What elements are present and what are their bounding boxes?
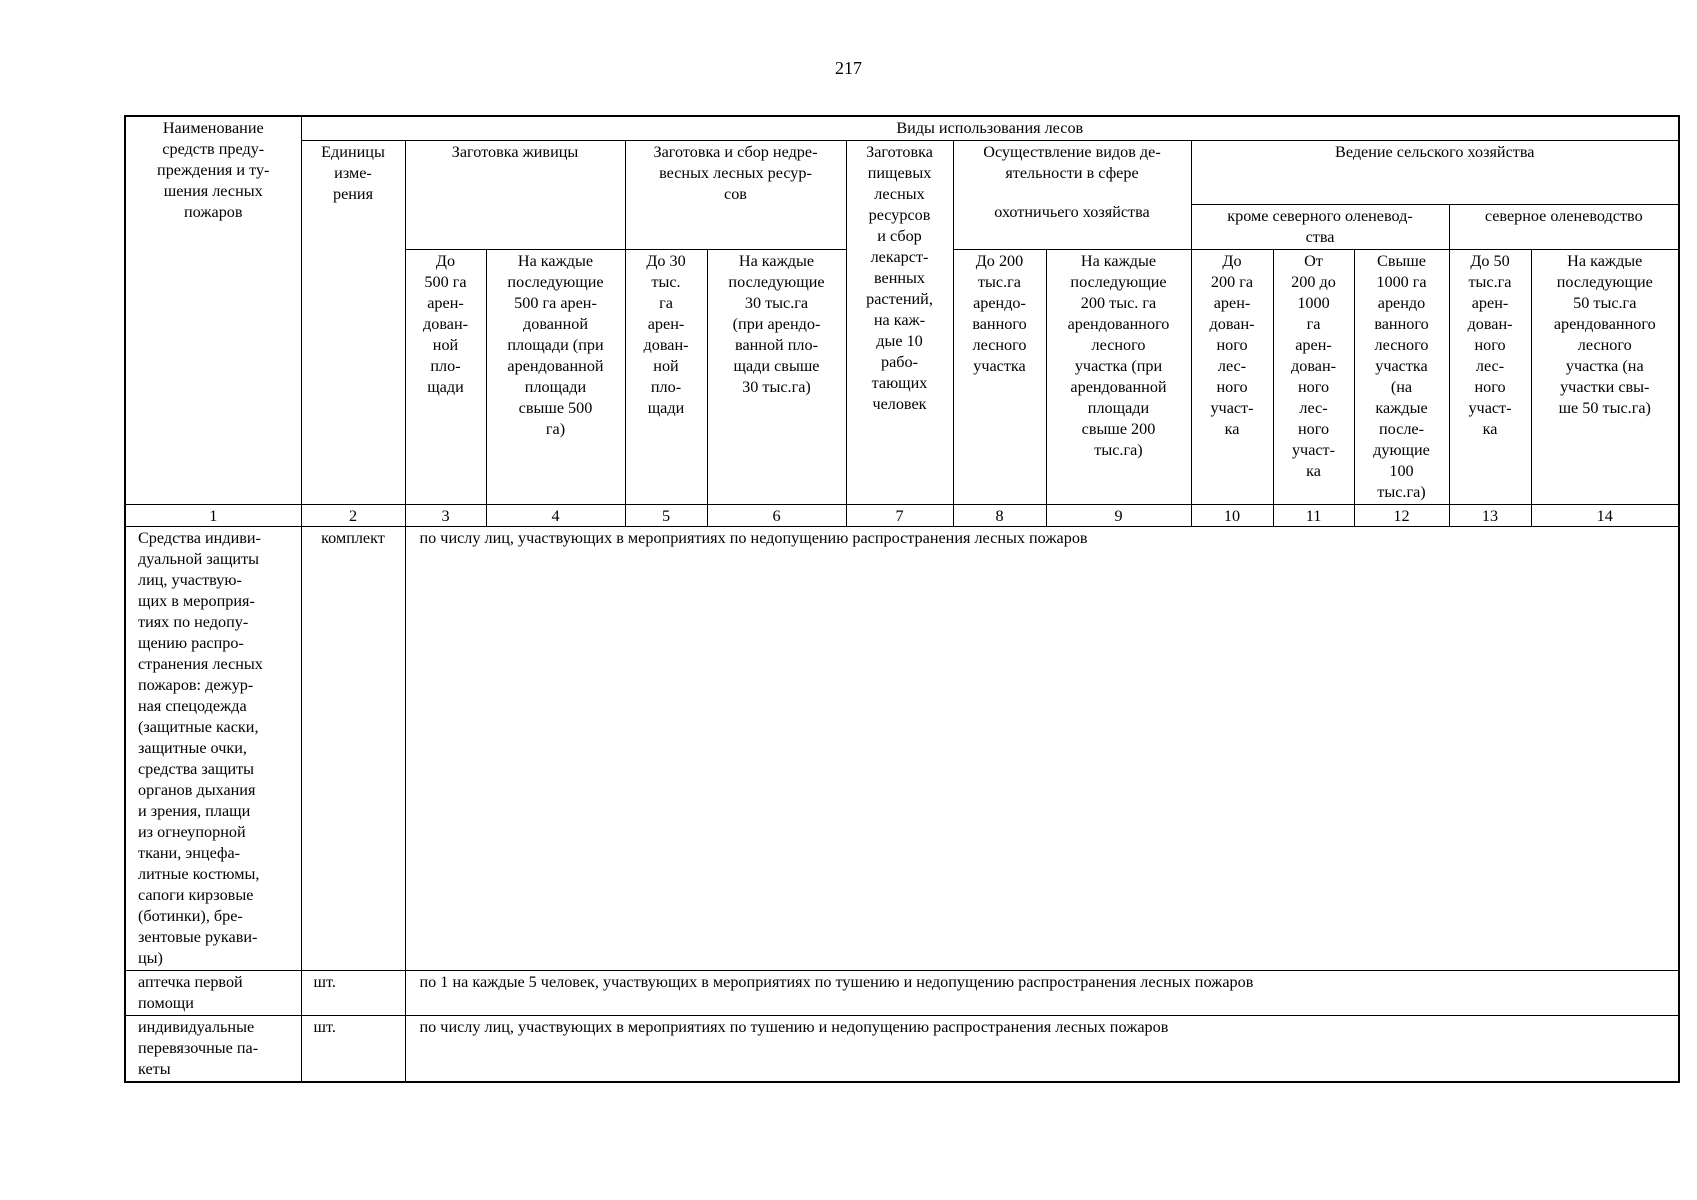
row-value: по числу лиц, участвующих в мероприятиях по тушению и недопущению распространения лесных пожаров (405, 1016, 1679, 1083)
text-line: От (1304, 252, 1323, 270)
text-line: Заготовка и сбор недре- (653, 143, 818, 161)
header-resin-harvest: Заготовка живицы (405, 141, 625, 250)
text-line: Осуществление видов де- (983, 143, 1161, 161)
column-number: 3 (405, 505, 486, 527)
text-line: арен- (1295, 336, 1332, 354)
text-line: арен- (427, 294, 464, 312)
text-line: ного (1474, 378, 1506, 396)
header-col11 (1273, 250, 1354, 505)
column-number: 9 (1046, 505, 1191, 527)
text-line: последующие (507, 273, 604, 291)
text-line: 30 тыс.га) (742, 378, 811, 396)
text-line: арендованного (1067, 315, 1170, 333)
header-col8 (953, 250, 1046, 505)
header-col5 (625, 250, 707, 505)
header-forest-use-types: Виды использования лесов (301, 116, 1679, 141)
column-number: 2 (301, 505, 405, 527)
text-line: венных (873, 269, 926, 287)
table-row (125, 971, 1679, 1016)
text-line: участка (1375, 357, 1428, 375)
text-line: площади (524, 378, 587, 396)
text-line: лекарст- (870, 248, 929, 266)
text-line: зентовые рукави- (138, 928, 258, 946)
text-line: ятельности в сфере (1005, 164, 1139, 182)
text-line: (на (1390, 378, 1413, 396)
text-line: арен- (1471, 294, 1509, 312)
text-line: 50 тыс.га (1573, 294, 1637, 312)
text-line: лес- (1299, 399, 1328, 417)
text-line: (защитные каски, (138, 718, 259, 736)
text-line: До 30 (646, 252, 686, 270)
column-number: 7 (846, 505, 953, 527)
text-line: На каждые (1567, 252, 1643, 270)
text-line: ства (1305, 228, 1335, 246)
text-line: пло- (650, 378, 682, 396)
text-line: помощи (138, 994, 194, 1012)
text-line: свыше 200 (1081, 420, 1156, 438)
text-line: преждения и ту- (157, 161, 270, 179)
text-line: га (1306, 315, 1321, 333)
text-line: тыс.га) (1094, 441, 1143, 459)
text-line: ного (1474, 336, 1506, 354)
column-number: 1 (125, 505, 301, 527)
text-line: пло- (430, 357, 461, 375)
text-line: литные костюмы, (138, 865, 260, 883)
text-line: На каждые (1080, 252, 1157, 270)
text-line: индивидуальные (138, 1018, 255, 1036)
text-line: странения лесных (138, 655, 263, 673)
header-col14 (1531, 250, 1679, 505)
text-line: ного (1216, 336, 1248, 354)
text-line: Заготовка (866, 143, 933, 161)
text-line: щению распро- (138, 634, 244, 652)
header-col13 (1449, 250, 1531, 505)
text-line: 500 га (424, 273, 467, 291)
header-agriculture: Ведение сельского хозяйства (1191, 141, 1679, 205)
text-line: лесного (1374, 336, 1429, 354)
text-line: ного (1216, 378, 1248, 396)
header-col12 (1354, 250, 1449, 505)
row-value: по числу лиц, участвующих в мероприятиях по недопущению распространения лесных пожаров (405, 527, 1679, 971)
text-line: (ботинки), бре- (138, 907, 243, 925)
text-line: 100 (1389, 462, 1414, 480)
text-line: дован- (1467, 315, 1513, 333)
text-line: 1000 (1297, 294, 1330, 312)
text-line: участ- (1291, 441, 1336, 459)
text-line: участка (на (1565, 357, 1644, 375)
text-line: щади свыше (733, 357, 820, 375)
header-hunting (953, 141, 1191, 250)
header-col6 (707, 250, 846, 505)
text-line: из огнеупорной (138, 823, 246, 841)
text-line: каждые (1375, 399, 1428, 417)
row-unit: шт. (301, 971, 405, 1016)
text-line: цы) (138, 949, 163, 967)
header-col3 (405, 250, 486, 505)
text-line: дован- (643, 336, 689, 354)
text-line: ной (653, 357, 679, 375)
text-line: Единицы (321, 143, 385, 161)
text-line: после- (1379, 420, 1424, 438)
text-line: ка (1482, 420, 1498, 438)
header-col4 (486, 250, 625, 505)
header-hunting-line2: охотничьего хозяйства (994, 203, 1150, 221)
column-number: 14 (1531, 505, 1679, 527)
text-line: пищевых (867, 164, 932, 182)
text-line: До 200 (975, 252, 1024, 270)
text-line: 200 тыс. га (1080, 294, 1157, 312)
text-line: ванной пло- (735, 336, 818, 354)
header-northern-reindeer: северное оленеводство (1449, 205, 1679, 250)
text-line: на каж- (873, 311, 926, 329)
text-line: человек (872, 395, 927, 413)
text-line: растений, (866, 290, 933, 308)
text-line: и сбор (877, 227, 922, 245)
row-unit: комплект (301, 527, 405, 971)
text-line: последующие (1070, 273, 1167, 291)
row-unit: шт. (301, 1016, 405, 1083)
column-number: 10 (1191, 505, 1273, 527)
text-line: ка (1224, 420, 1240, 438)
text-line: арен- (1213, 294, 1251, 312)
text-line: рения (332, 185, 374, 203)
text-line: арендо- (973, 294, 1026, 312)
text-line: ше 50 тыс.га) (1558, 399, 1651, 417)
text-line: На каждые (738, 252, 815, 270)
text-line: дован- (423, 315, 468, 333)
header-name-col (125, 116, 301, 505)
header-col9 (1046, 250, 1191, 505)
text-line: рабо- (881, 353, 918, 371)
text-line: органов дыхания (138, 781, 256, 799)
text-line: тыс.га (977, 273, 1021, 291)
text-line: щади (647, 399, 685, 417)
text-line: тыс.га (1468, 273, 1512, 291)
text-line: лес- (1217, 357, 1247, 375)
text-line: дуальной защиты (138, 550, 260, 568)
header-food-resources (846, 141, 953, 505)
text-line: арендованной (1070, 378, 1167, 396)
text-line: сапоги кирзовые (138, 886, 254, 904)
text-line: дован- (1209, 315, 1255, 333)
text-line: ной (432, 336, 459, 354)
text-line: участки свы- (1560, 378, 1650, 396)
column-numbers-row (125, 505, 1679, 527)
text-line: лесных (874, 185, 925, 203)
text-line: изме- (334, 164, 372, 182)
text-line: средств преду- (162, 140, 265, 158)
header-col10 (1191, 250, 1273, 505)
text-line: лесного (1091, 336, 1146, 354)
text-line: га (659, 294, 673, 312)
text-line: лесного (972, 336, 1027, 354)
text-line: дующие (1373, 441, 1430, 459)
text-line: аптечка первой (138, 973, 243, 991)
text-line: лиц, участвую- (138, 571, 242, 589)
table-row (125, 1016, 1679, 1083)
column-number: 13 (1449, 505, 1531, 527)
text-line: сов (724, 185, 747, 203)
text-line: весных лесных ресур- (659, 164, 812, 182)
text-line: тиях по недопу- (138, 613, 249, 631)
text-line: Свыше (1377, 252, 1426, 270)
text-line: тающих (871, 374, 928, 392)
text-line: площади (при (507, 336, 604, 354)
table-row (125, 527, 1679, 971)
text-line: Средства индиви- (138, 529, 261, 547)
column-number: 4 (486, 505, 625, 527)
text-line: ного (1297, 420, 1330, 438)
text-line: пожаров: дежур- (138, 676, 254, 694)
text-line: дованной (522, 315, 589, 333)
text-line: участ- (1468, 399, 1512, 417)
text-line: 30 тыс.га (744, 294, 809, 312)
text-line: ка (1306, 462, 1321, 480)
text-line: ткани, энцефа- (138, 844, 241, 862)
column-number: 12 (1354, 505, 1449, 527)
text-line: средства защиты (138, 760, 255, 778)
text-line: щих в мероприя- (138, 592, 255, 610)
text-line: защитные очки, (138, 739, 247, 757)
text-line: участка (973, 357, 1026, 375)
text-line: перевязочные па- (138, 1039, 259, 1057)
column-number: 8 (953, 505, 1046, 527)
row-value: по 1 на каждые 5 человек, участвующих в мероприятиях по тушению и недопущению распространения лесных пожаров (405, 971, 1679, 1016)
text-line: свыше 500 (518, 399, 593, 417)
text-line: На каждые (517, 252, 594, 270)
text-line: До (435, 252, 456, 270)
text-line: участка (при (1074, 357, 1163, 375)
column-number: 11 (1273, 505, 1354, 527)
text-line: площади (1087, 399, 1150, 417)
text-line: (при арендо- (732, 315, 821, 333)
text-line: дые 10 (876, 332, 923, 350)
text-line: пожаров (183, 203, 243, 221)
row-name (125, 1016, 301, 1083)
text-line: 500 га арен- (514, 294, 597, 312)
column-number: 5 (625, 505, 707, 527)
header-except-northern-reindeer (1191, 205, 1449, 250)
text-line: дован- (1291, 357, 1336, 375)
text-line: ванного (972, 315, 1027, 333)
text-line: лесного (1577, 336, 1632, 354)
text-line: Наименование (162, 119, 264, 137)
text-line: участ- (1210, 399, 1254, 417)
text-line: лес- (1475, 357, 1505, 375)
text-line: кроме северного оленевод- (1227, 207, 1413, 225)
text-line: тыс.га) (1377, 483, 1426, 501)
text-line: арендованного (1553, 315, 1656, 333)
forest-fire-equipment-table (124, 115, 1680, 1083)
text-line: и зрения, плащи (138, 802, 251, 820)
text-line: арендо (1377, 294, 1426, 312)
row-name (125, 527, 301, 971)
header-units (301, 141, 405, 505)
text-line: ресурсов (868, 206, 931, 224)
text-line: ванного (1374, 315, 1429, 333)
text-line: последующие (1556, 273, 1653, 291)
text-line: 200 га (1210, 273, 1254, 291)
text-line: арендованной (507, 357, 604, 375)
text-line: кеты (138, 1060, 171, 1078)
column-number: 6 (707, 505, 846, 527)
row-name (125, 971, 301, 1016)
text-line: До 50 (1470, 252, 1510, 270)
text-line: ная спецодежда (138, 697, 247, 715)
text-line: До (1222, 252, 1242, 270)
text-line: арен- (647, 315, 685, 333)
text-line: 1000 га (1376, 273, 1427, 291)
header-nonwood-resources (625, 141, 846, 250)
text-line: щади (427, 378, 464, 396)
page-number: 217 (835, 58, 862, 78)
text-line: га) (545, 420, 566, 438)
text-line: ного (1297, 378, 1330, 396)
text-line: тыс. (651, 273, 681, 291)
text-line: шения лесных (163, 182, 263, 200)
text-line: 200 до (1291, 273, 1336, 291)
text-line: последующие (728, 273, 825, 291)
